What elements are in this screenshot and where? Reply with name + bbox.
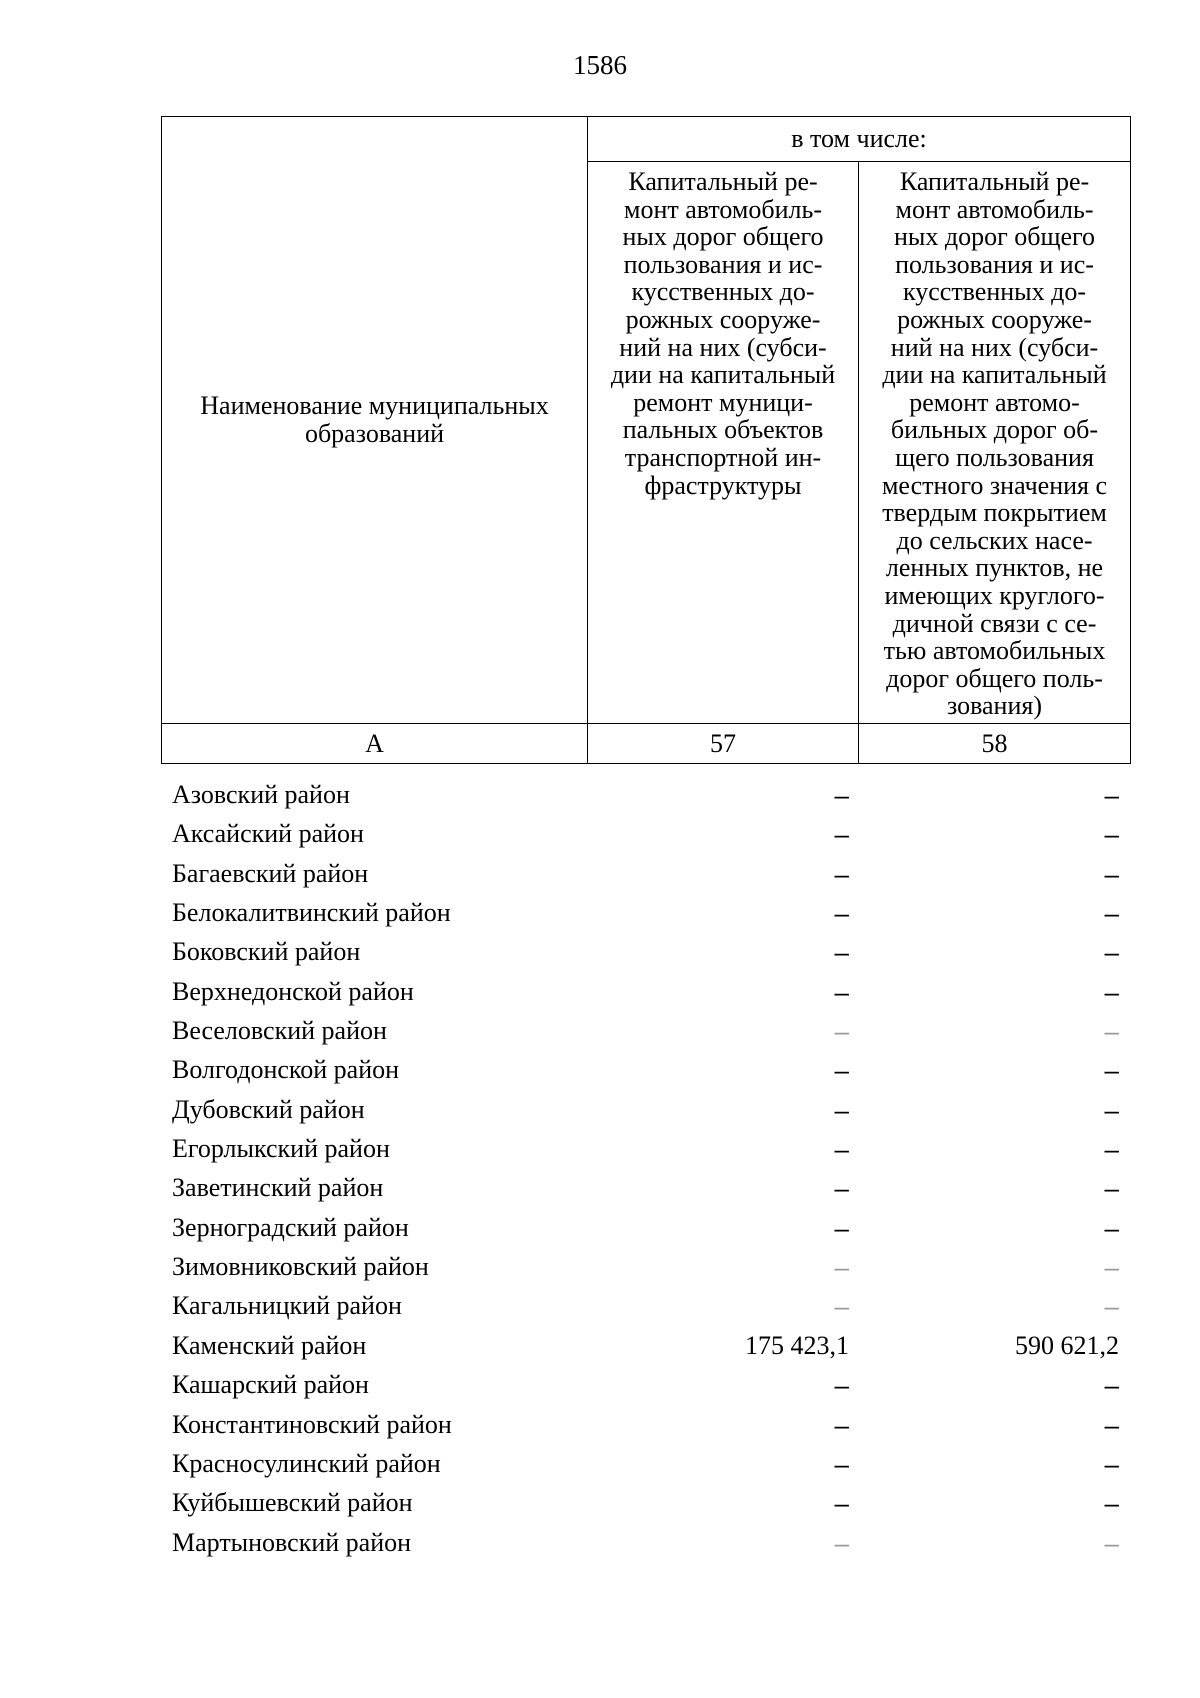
value-column-57 [835,819,849,850]
value-text: 175 423,1 [745,1330,849,1360]
municipality-name: Егорлыкский район [172,1134,390,1164]
empty-value-dash: – [1104,976,1119,1007]
description-line: пользования и ис- [895,249,1094,279]
value-column-58 [1105,1488,1119,1519]
table-row [161,973,1130,1012]
value-column-58 [1105,1055,1119,1086]
empty-value-dash: – [1104,1212,1119,1243]
municipality-name: Верхнедонской район [172,976,414,1006]
municipality-name: Каменский район [172,1330,367,1360]
value-column-57 [835,1449,849,1480]
description-line: дорог общего поль- [886,663,1103,693]
municipality-name: Азовский район [172,780,350,809]
empty-value-dash: – [834,1488,849,1519]
table-row [161,776,1130,815]
value-column-57 [835,937,849,968]
empty-value-dash: – [1104,780,1119,810]
value-column-58 [1105,1291,1119,1322]
table-row [161,1209,1130,1248]
empty-value-dash: – [1104,1055,1119,1086]
value-column-58 [1105,1134,1119,1165]
municipality-name: Куйбышевский район [172,1488,413,1518]
name-column-header [162,117,588,724]
table-row [161,1169,1130,1208]
description-line: ний на них (субси- [619,332,827,362]
column-57-description [588,162,859,724]
value-column-57 [835,1370,849,1401]
description-line: пользования и ис- [623,249,823,279]
value-column-58 [1105,1095,1119,1126]
description-line: ных дорог общего [893,222,1096,252]
description-line: дии на капитальный [882,360,1107,390]
description-line: ных дорог общего [622,222,824,252]
table-body [161,776,1130,1563]
value-column-57 [835,1291,849,1322]
column-number-row [162,724,1131,764]
description-line: имеющих круглого- [884,580,1105,610]
table-row [161,1248,1130,1287]
description-line: кусственных до- [631,277,815,307]
table-row [161,1287,1130,1326]
empty-value-dash: – [1104,898,1119,929]
municipality-name: Красносулинский район [172,1448,441,1478]
table-row [161,1130,1130,1169]
value-column-58 [1105,1016,1119,1047]
description-line: твердым покрытием [882,498,1107,528]
empty-value-dash: – [1104,1173,1119,1204]
value-column-57 [835,1213,849,1244]
value-column-57 [835,1488,849,1519]
empty-value-dash: – [834,858,849,889]
value-column-58 [1105,1173,1119,1204]
description-line: зования) [946,691,1043,721]
value-column-58 [1015,1331,1119,1361]
empty-value-dash: – [1104,1291,1119,1322]
description-line: дичной связи с се- [892,608,1097,638]
value-column-58 [1105,859,1119,890]
value-column-57 [835,1252,849,1283]
description-line: ленных пунктов, не [885,553,1104,583]
empty-value-dash: – [1104,1134,1119,1165]
municipality-name: Кашарский район [172,1370,369,1400]
empty-value-dash: – [834,1291,849,1322]
empty-value-dash: – [1104,858,1119,889]
in-total-header: в том числе: [588,117,1131,162]
table-row [161,894,1130,933]
table-row [161,1327,1130,1366]
value-column-57 [835,1528,849,1559]
name-column-header-line: Наименование муниципальных [200,391,549,421]
table-row [161,1484,1130,1523]
empty-value-dash: – [1104,1488,1119,1519]
value-column-58 [1105,1528,1119,1559]
value-column-58 [1105,780,1119,811]
description-line: тью автомобильных [883,636,1106,666]
municipality-name: Кагальницкий район [172,1291,402,1321]
value-column-58 [1105,1213,1119,1244]
description-line: кусственных до- [902,277,1087,307]
empty-value-dash: – [1104,1409,1119,1440]
empty-value-dash: – [834,1212,849,1243]
municipality-name: Боковский район [172,937,361,967]
description-line: дии на капитальный [610,360,836,390]
value-column-57 [745,1331,849,1361]
table-row [161,1012,1130,1051]
value-column-58 [1105,1410,1119,1441]
table-row [161,855,1130,894]
empty-value-dash: – [834,1527,849,1558]
empty-value-dash: – [1104,1370,1119,1401]
column-58-description [859,162,1131,724]
empty-value-dash: – [834,1094,849,1125]
municipality-name: Заветинский район [172,1173,384,1203]
empty-value-dash: – [1104,1016,1119,1047]
municipality-name: Волгодонской район [172,1055,400,1085]
description-line: до сельских насе- [896,525,1093,555]
empty-value-dash: – [1104,1252,1119,1283]
empty-value-dash: – [834,1173,849,1204]
value-column-58 [1105,977,1119,1008]
empty-value-dash: – [834,937,849,968]
table-row [161,1445,1130,1484]
description-line: монт автомобиль- [895,194,1094,224]
empty-value-dash: – [1104,937,1119,968]
description-line: фраструктуры [644,470,802,500]
municipality-name: Веселовский район [172,1016,387,1046]
value-column-58 [1105,1252,1119,1283]
value-column-57 [835,1095,849,1126]
description-line: рожных сооруже- [625,304,821,334]
description-line: ний на них (субси- [890,332,1099,362]
municipality-name: Зимовниковский район [172,1252,429,1282]
description-line: ремонт автомо- [909,387,1080,417]
description-line: бильных дорог об- [890,415,1099,445]
empty-value-dash: – [834,819,849,850]
empty-value-dash: – [1104,1094,1119,1125]
empty-value-dash: – [834,1055,849,1086]
empty-value-dash: – [1104,1448,1119,1479]
empty-value-dash: – [834,976,849,1007]
column-number-a: А [162,724,588,764]
empty-value-dash: – [834,1016,849,1047]
table-row [161,1366,1130,1405]
value-column-57 [835,1410,849,1441]
description-line: ремонт муници- [633,387,813,417]
value-column-57 [835,1134,849,1165]
value-column-57 [835,1173,849,1204]
table-row [161,933,1130,972]
value-column-58 [1105,1370,1119,1401]
empty-value-dash: – [834,1134,849,1165]
empty-value-dash: – [834,1252,849,1283]
table-row [161,1051,1130,1090]
value-column-57 [835,859,849,890]
municipality-name: Константиновский район [172,1409,452,1439]
page-number: 1586 [573,50,627,80]
municipality-name: Аксайский район [172,819,364,849]
column-number-58: 58 [859,724,1131,764]
name-column-header-line: образований [304,419,445,448]
description-line: щего пользования [895,442,1094,472]
value-column-57 [835,780,849,811]
empty-value-dash: – [1104,819,1119,850]
municipality-name: Зерноградский район [172,1212,409,1242]
table-row [161,815,1130,854]
empty-value-dash: – [834,1370,849,1401]
value-column-58 [1105,1449,1119,1480]
description-line: Капитальный ре- [628,167,818,196]
empty-value-dash: – [834,898,849,929]
table-row [161,1524,1130,1563]
description-line: монт автомобиль- [623,194,822,224]
value-text: 590 621,2 [1015,1330,1119,1360]
value-column-57 [835,1055,849,1086]
empty-value-dash: – [834,780,849,810]
description-line: местного значения с [881,470,1108,500]
municipality-name: Белокалитвинский район [172,898,451,928]
description-line: транспортной ин- [624,442,822,472]
value-column-58 [1105,819,1119,850]
description-line: Капитальный ре- [899,167,1090,196]
value-column-57 [835,977,849,1008]
value-column-57 [835,1016,849,1047]
municipality-name: Мартыновский район [172,1527,412,1557]
value-column-58 [1105,898,1119,929]
municipality-name: Дубовский район [172,1094,365,1124]
description-line: рожных сооруже- [897,304,1092,334]
empty-value-dash: – [1104,1527,1119,1558]
value-column-58 [1105,937,1119,968]
description-line: пальных объектов [622,415,824,445]
empty-value-dash: – [834,1448,849,1479]
column-number-57: 57 [588,724,859,764]
table-row [161,1091,1130,1130]
value-column-57 [835,898,849,929]
table-header [161,116,1131,764]
table-row [161,1406,1130,1445]
empty-value-dash: – [834,1409,849,1440]
municipality-name: Багаевский район [172,858,369,888]
